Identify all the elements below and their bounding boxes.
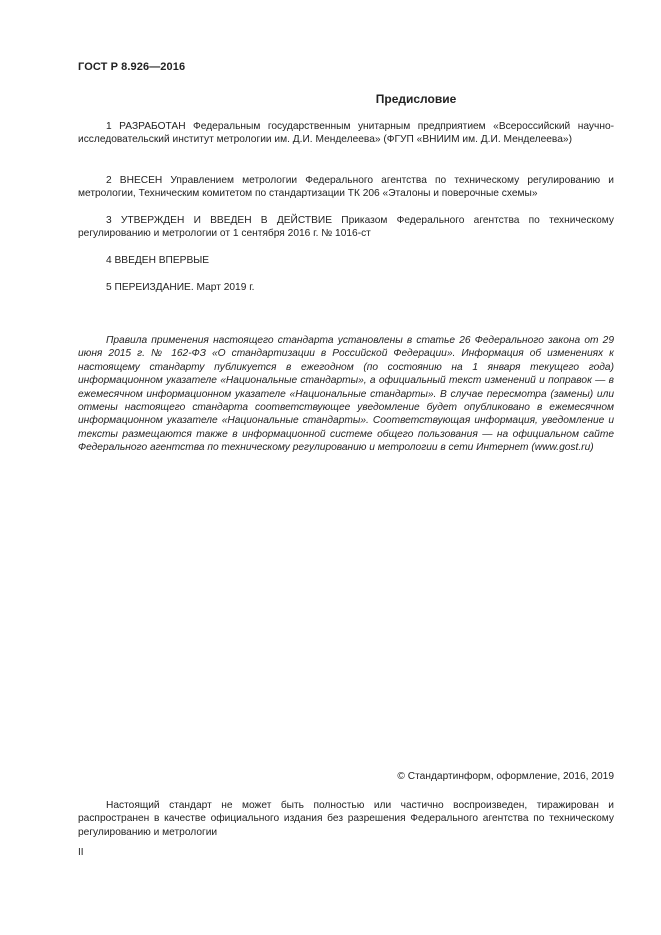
standard-designation: ГОСТ Р 8.926—2016	[78, 61, 186, 73]
foreword-item-approved: 3 УТВЕРЖДЕН И ВВЕДЕН В ДЕЙСТВИЕ Приказом Федерального агентства по техническому регулированию и метрологии от 1 сентября 2016 г. № 1016-ст	[78, 215, 614, 240]
page-number: II	[78, 847, 84, 858]
foreword-item-submitted: 2 ВНЕСЕН Управлением метрологии Федерального агентства по техническому регулированию и метрологии, Техническим комитетом по стандартизации ТК 206 «Эталоны и поверочные схемы»	[78, 175, 614, 200]
foreword-item-developed: 1 РАЗРАБОТАН Федеральным государственным унитарным предприятием «Всероссийский научно-исследовательский институт метрологии им. Д.И. Менделеева» (ФГУП «ВНИИМ им. Д.И. Менделеева»)	[78, 121, 614, 146]
copyright-line: © Стандартинформ, оформление, 2016, 2019	[397, 771, 614, 782]
foreword-item-introduced: 4 ВВЕДЕН ВПЕРВЫЕ	[106, 255, 210, 266]
reproduction-notice: Настоящий стандарт не может быть полностью или частично воспроизведен, тиражирован и распространен в качестве официального издания без разрешения Федерального агентства по техническому регулированию и метрологии	[78, 800, 614, 838]
foreword-item-reissue: 5 ПЕРЕИЗДАНИЕ. Март 2019 г.	[106, 282, 255, 293]
page-title: Предисловие	[375, 92, 457, 106]
application-rules-note: Правила применения настоящего стандарта установлены в статье 26 Федерального закона от 29 июня 2015 г. № 162-ФЗ «О стандартизации в Российской Федерации». Информация об изменениях к настоящему стандарту публикуется в ежегодном (по состоянию на 1 января текущего года) информационном указателе «Национальные стандарты», а официальный текст изменений и поправок — в ежемесячном информационном указателе «Национальные стандарты». В случае пересмотра (замены) или отмены настоящего стандарта соответствующее уведомление будет опубликовано в ежемесячном информационном указателе «Национальные стандарты». Соответствующая информация, уведомление и тексты размещаются также в информационной системе общего пользования — на официальном сайте Федерального агентства по техническому регулированию и метрологии в сети Интернет (www.gost.ru)	[78, 335, 614, 454]
